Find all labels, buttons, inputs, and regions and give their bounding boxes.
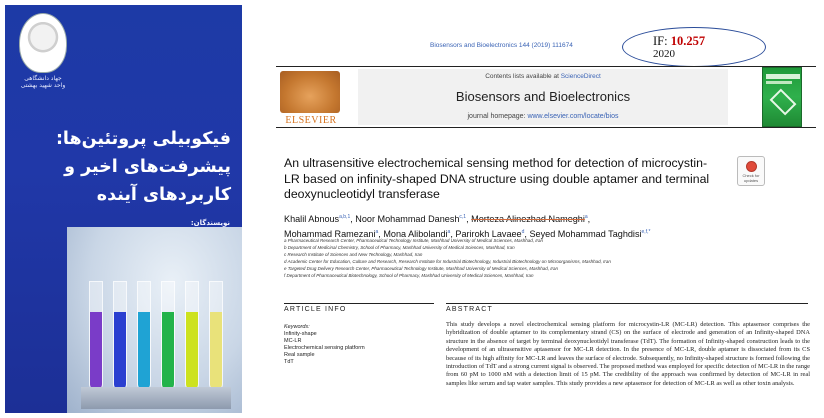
tube-liquid bbox=[90, 312, 102, 390]
book-title-line: فیکوبیلی پروتئین‌ها: bbox=[55, 129, 231, 149]
author-separator: , bbox=[450, 229, 456, 240]
keywords-heading: Keywords: bbox=[284, 324, 310, 330]
book-title-line: پیشرفت‌های اخیر و bbox=[64, 157, 231, 177]
author-list bbox=[284, 211, 804, 241]
author-separator: , bbox=[524, 229, 530, 240]
author-name[interactable]: Seyed Mohammad Taghdisi bbox=[529, 229, 642, 240]
book-logo-text bbox=[13, 75, 73, 89]
publisher-name: ELSEVIER bbox=[285, 115, 337, 126]
check-updates-label: Check for updates bbox=[742, 173, 760, 183]
test-tube bbox=[161, 281, 175, 391]
author-separator: , bbox=[350, 214, 356, 225]
book-cover bbox=[5, 5, 242, 413]
keyword-item: MC-LR bbox=[284, 338, 302, 344]
journal-cover-thumbnail bbox=[762, 67, 802, 127]
journal-header bbox=[276, 66, 816, 128]
book-authors-label: نویسندگان: bbox=[190, 219, 230, 227]
author-affil-sup: d bbox=[521, 229, 525, 236]
tube-liquid bbox=[114, 312, 126, 390]
test-tube bbox=[209, 281, 223, 391]
paper-title: An ultrasensitive electrochemical sensing method for detection of microcystin-LR based on infinity-shaped DNA structure using double aptamer and terminal deoxynucleotidyl transferase bbox=[284, 156, 710, 202]
tube-liquid bbox=[210, 312, 222, 390]
journal-homepage-link[interactable]: www.elsevier.com/locate/bios bbox=[527, 113, 619, 120]
impact-factor-oval bbox=[622, 27, 766, 67]
abstract-rule bbox=[446, 303, 808, 304]
check-for-updates-badge[interactable] bbox=[737, 156, 765, 186]
author-separator: , bbox=[587, 214, 591, 225]
affiliation: a Pharmaceutical Research Center, Pharmaceutical Technology Institute, Mashhad University of Medical Sciences, Mashhad, Iran bbox=[284, 238, 543, 243]
test-tube bbox=[185, 281, 199, 391]
book-title-line: کاربردهای آینده bbox=[96, 185, 231, 205]
test-tube bbox=[137, 281, 151, 391]
test-tube bbox=[113, 281, 127, 391]
affiliation: e Targeted Drug Delivery Research Center, Pharmaceutical Technology Institute, Mashhad University of Medical Sciences, Mashhad, Iran bbox=[284, 266, 559, 271]
tube-liquid bbox=[162, 312, 174, 390]
impact-factor-label bbox=[653, 34, 705, 49]
journal-cover-title-bar bbox=[766, 74, 800, 79]
author-separator: , bbox=[466, 214, 472, 225]
keyword-item: Electrochemical sensing platform bbox=[284, 345, 365, 351]
book-title bbox=[19, 125, 231, 209]
author-name[interactable]: Morteza Alinezhad Nameghi bbox=[471, 214, 585, 225]
elsevier-tree-icon bbox=[280, 71, 340, 113]
homepage-line bbox=[358, 113, 728, 120]
journal-name: Biosensors and Bioelectronics bbox=[455, 89, 631, 104]
author-name[interactable]: Khalil Abnous bbox=[284, 214, 340, 225]
sciencedirect-link[interactable]: ScienceDirect bbox=[560, 73, 601, 80]
author-affil-sup: a,b,1 bbox=[339, 214, 351, 220]
author-separator: , bbox=[378, 229, 384, 240]
affiliation: f Department of Pharmaceutical Biotechnology, School of Pharmacy, Mashhad University of Medical Sciences, Mashhad, Iran bbox=[284, 273, 534, 278]
article-info-heading: ARTICLE INFO bbox=[284, 306, 347, 313]
author-name[interactable]: Mona Alibolandi bbox=[383, 229, 448, 240]
journal-cover-graphic bbox=[770, 89, 797, 116]
contents-prefix: Contents lists available at bbox=[485, 73, 561, 80]
impact-factor-value: 10.257 bbox=[670, 34, 706, 48]
author-affil-sup: c,1 bbox=[459, 214, 467, 220]
author-name[interactable]: Mohammad Ramezani bbox=[284, 229, 376, 240]
affiliation: d Academic Center for Education, Culture and Research, Research Institute for Industrial Biotechnology, Industrial Biotechnology on Microorganisms, Mashhad, Iran bbox=[284, 259, 611, 264]
tube-rack bbox=[81, 387, 231, 409]
author-affil-sup: a bbox=[584, 214, 588, 220]
author-affil-sup: a bbox=[447, 229, 451, 236]
author-affil-sup: e,f,* bbox=[641, 229, 651, 236]
author-affil-sup: a bbox=[375, 229, 379, 236]
abstract-heading: ABSTRACT bbox=[446, 306, 493, 313]
impact-factor-year: 2020 bbox=[653, 48, 675, 60]
affiliation: c Research Institute of Sciences and New Technology, Mashhad, Iran bbox=[284, 252, 423, 257]
article-info-rule bbox=[284, 303, 434, 304]
keyword-item: TdT bbox=[284, 359, 294, 365]
journal-banner bbox=[358, 69, 728, 125]
update-icon bbox=[746, 161, 757, 172]
abstract-text: This study develops a novel electrochemical sensing platform for microcystin-LR (MC-LR) detection. This aptasensor comprises the hybridization of double aptamer to its complementary strand (CS) on the surface of electrode and generation of an Infinity-shaped DNA structure in the absence of target by terminal deoxynucleotidyl transferase (TdT). The formation of Infinity-shaped construction leads to the development of an ultrasensitive aptasensor for MC-LR detection. In the presence of MC-LR, double aptamer is dissociated from its CS because of its high affinity for MC-LR and leaves the surface of electrode. Subsequently, no Infinity-shaped structure is formed following the introduction of TdT and a strong current signal is observed. The proposed method was employed for specific detection of MC-LR in the range from 60 pM to 1000 nM with a detection limit of 15 pM. The credibility of the approach was confirmed by detection of MC-LR in real samples like serum and tap water samples. This study provides a new aptasensor for detection of MC-LR as well as other toxin analysis. bbox=[446, 321, 810, 387]
journal-cover-subtitle-bar bbox=[766, 81, 792, 84]
keyword-item: Infinity-shape bbox=[284, 331, 317, 337]
publisher-seal-icon bbox=[19, 13, 67, 73]
journal-citation: Biosensors and Bioelectronics 144 (2019) 111674 bbox=[430, 42, 573, 49]
test-tubes-photo bbox=[67, 227, 242, 413]
author-name[interactable]: Noor Mohammad Danesh bbox=[355, 214, 460, 225]
author-name[interactable]: Parirokh Lavaee bbox=[455, 229, 522, 240]
test-tube bbox=[89, 281, 103, 391]
article-page bbox=[250, 0, 824, 418]
affiliation: b Department of Medicinal Chemistry, School of Pharmacy, Mashhad University of Medical Sciences, Mashhad, Iran bbox=[284, 245, 515, 250]
keyword-item: Real sample bbox=[284, 352, 315, 358]
tube-liquid bbox=[186, 312, 198, 390]
impact-factor-prefix: IF: bbox=[653, 34, 671, 48]
book-logo-subname: واحد شهید بهشتی bbox=[20, 82, 66, 89]
homepage-prefix: journal homepage: bbox=[467, 113, 528, 120]
tube-liquid bbox=[138, 312, 150, 390]
book-logo-name: جهاد دانشگاهی bbox=[24, 75, 62, 82]
contents-line bbox=[358, 73, 728, 80]
